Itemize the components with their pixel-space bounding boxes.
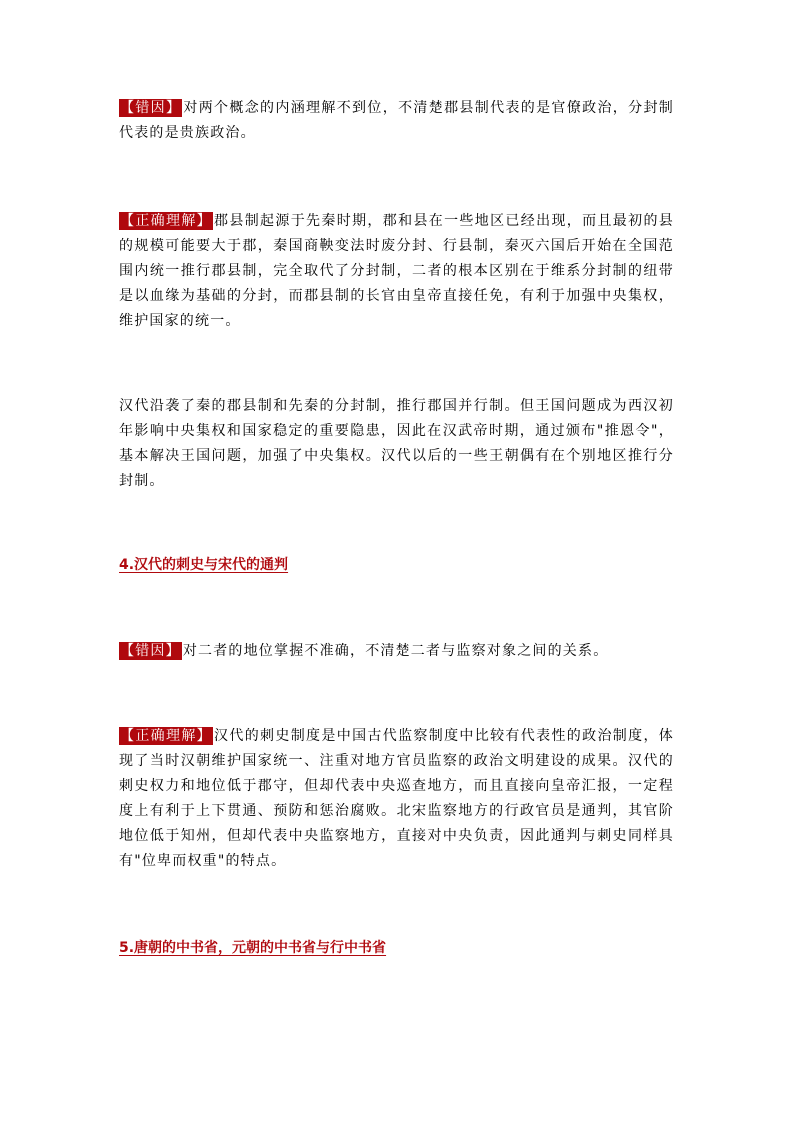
- paragraph-text: 郡县制起源于先秦时期，郡和县在一些地区已经出现，而且最初的县的规模可能要大于郡，秦国商鞅变法时废分封、行县制，秦灭六国后开始在全国范围内统一推行郡县制，完全取代了分封制，二者的根本区别在于维系分封制的纽带是以血缘为基础的分封，而郡县制的长官由皇帝直接任免，有利于加强中央集权，维护国家的统一。: [119, 213, 675, 329]
- correct-understanding-tag: 【正确理解】: [120, 728, 213, 744]
- han-dynasty-paragraph: [119, 394, 674, 494]
- correct-understanding-tag: 【正确理解】: [120, 213, 213, 229]
- error-cause-paragraph-2: [119, 639, 608, 664]
- correct-understanding-paragraph-1: [119, 209, 674, 334]
- paragraph-text: 对二者的地位掌握不准确，不清楚二者与监察对象之间的关系。: [182, 643, 609, 659]
- error-cause-paragraph-1: [119, 96, 674, 146]
- paragraph-text: 汉代的刺史制度是中国古代监察制度中比较有代表性的政治制度，体现了当时汉朝维护国家统一、注重对地方官员监察的政治文明建设的成果。汉代的刺史权力和地位低于郡守，但却代表中央巡查地方，而且直接向皇帝汇报，一定程度上有利于上下贯通、预防和惩治腐败。北宋监察地方的行政官员是通判，其官阶地位低于知州，但却代表中央监察地方，直接对中央负责，因此通判与刺史同样具有"位卑而权重"的特点。: [119, 728, 675, 869]
- error-cause-tag: 【错因】: [120, 100, 182, 116]
- error-cause-tag: 【错因】: [120, 643, 181, 659]
- section-heading-4: 4.汉代的刺史与宋代的通判: [119, 557, 289, 573]
- correct-understanding-paragraph-2: [119, 724, 674, 874]
- paragraph-text: 对两个概念的内涵理解不到位，不清楚郡县制代表的是官僚政治，分封制代表的是贵族政治。: [119, 100, 674, 141]
- paragraph-text: 汉代沿袭了秦的郡县制和先秦的分封制，推行郡国并行制。但王国问题成为西汉初年影响中央集权和国家稳定的重要隐患，因此在汉武帝时期，通过颁布"推恩令"，基本解决王国问题，加强了中央集权。汉代以后的一些王朝偶有在个别地区推行分封制。: [119, 398, 674, 489]
- section-heading-5: 5.唐朝的中书省，元朝的中书省与行中书省: [119, 940, 387, 956]
